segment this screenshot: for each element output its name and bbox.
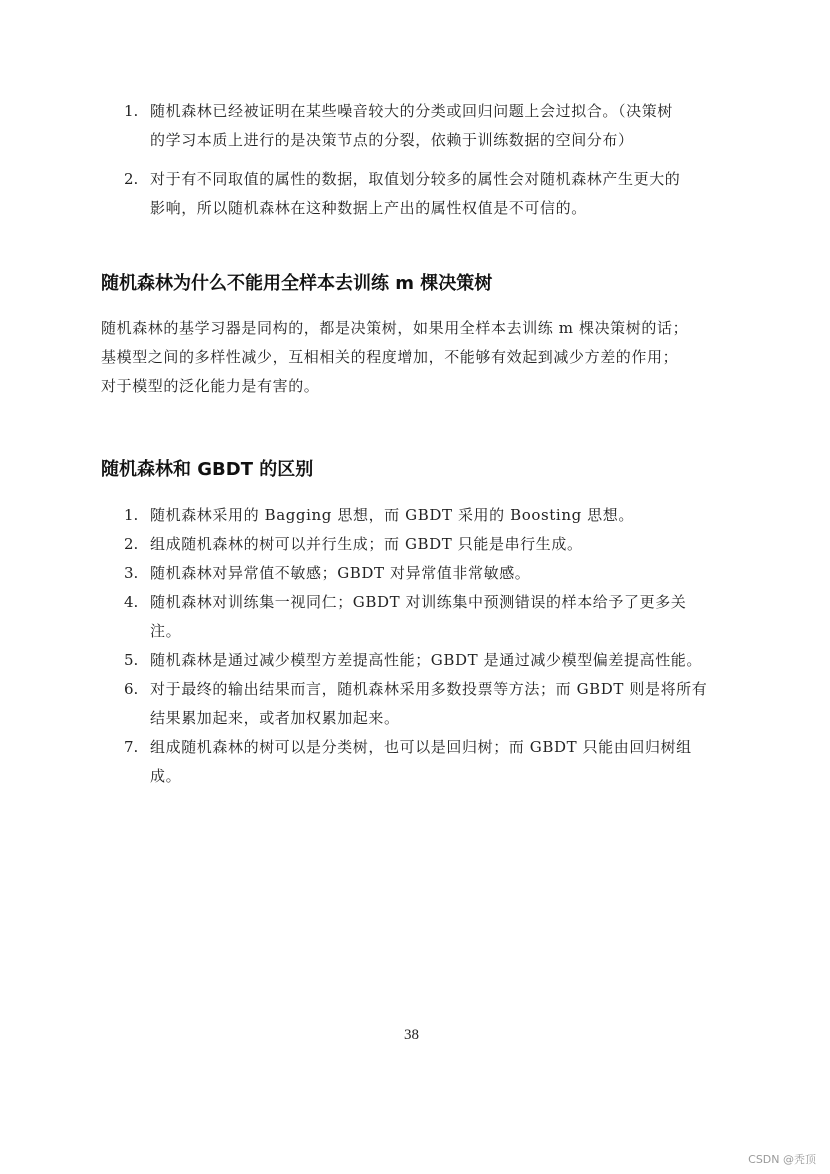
list-item-text: 随机森林已经被证明在某些噪音较大的分类或回归问题上会过拟合。（决策树 [150, 102, 673, 120]
list-item-text: 组成随机森林的树可以是分类树，也可以是回归树；而 GBDT 只能由回归树组 [150, 738, 692, 756]
list-item-text: 的学习本质上进行的是决策节点的分裂，依赖于训练数据的空间分布） [150, 131, 634, 149]
list-item-text: 随机森林采用的 Bagging 思想，而 GBDT 采用的 Boosting 思想。 [150, 506, 634, 524]
list-item-text: 影响，所以随机森林在这种数据上产出的属性权值是不可信的。 [150, 199, 587, 217]
list-item-text: 随机森林是通过减少模型方差提高性能；GBDT 是通过减少模型偏差提高性能。 [150, 651, 703, 669]
list-item-number: 3. [124, 564, 139, 582]
list-item-text: 随机森林对异常值不敏感；GBDT 对异常值非常敏感。 [150, 564, 531, 582]
list-item-text: 成。 [150, 767, 182, 785]
list-item-number: 1. [124, 102, 139, 120]
list-item-text: 结果累加起来，或者加权累加起来。 [150, 709, 400, 727]
list-item-text: 组成随机森林的树可以并行生成；而 GBDT 只能是串行生成。 [150, 535, 583, 553]
list-item-text: 随机森林对训练集一视同仁；GBDT 对训练集中预测错误的样本给予了更多关 [150, 593, 687, 611]
section-heading: 随机森林和 GBDT 的区别 [101, 459, 314, 480]
list-item-number: 2. [124, 535, 139, 553]
list-item-text: 注。 [150, 622, 182, 640]
watermark: CSDN @秃顶 [748, 1153, 816, 1166]
paragraph-line: 对于模型的泛化能力是有害的。 [101, 377, 320, 395]
section-heading: 随机森林为什么不能用全样本去训练 m 棵决策树 [101, 273, 493, 294]
list-item-number: 4. [124, 593, 139, 611]
list-item-number: 2. [124, 170, 139, 188]
list-item-number: 1. [124, 506, 139, 524]
page-number: 38 [404, 1027, 419, 1043]
list-item-text: 对于最终的输出结果而言，随机森林采用多数投票等方法；而 GBDT 则是将所有 [150, 680, 708, 698]
paragraph-line: 基模型之间的多样性减少，互相相关的程度增加，不能够有效起到减少方差的作用； [101, 348, 679, 366]
list-item-text: 对于有不同取值的属性的数据，取值划分较多的属性会对随机森林产生更大的 [150, 170, 681, 188]
list-item-number: 6. [124, 680, 139, 698]
list-item-number: 5. [124, 651, 139, 669]
list-item-number: 7. [124, 738, 139, 756]
paragraph-line: 随机森林的基学习器是同构的，都是决策树，如果用全样本去训练 m 棵决策树的话； [101, 319, 689, 337]
